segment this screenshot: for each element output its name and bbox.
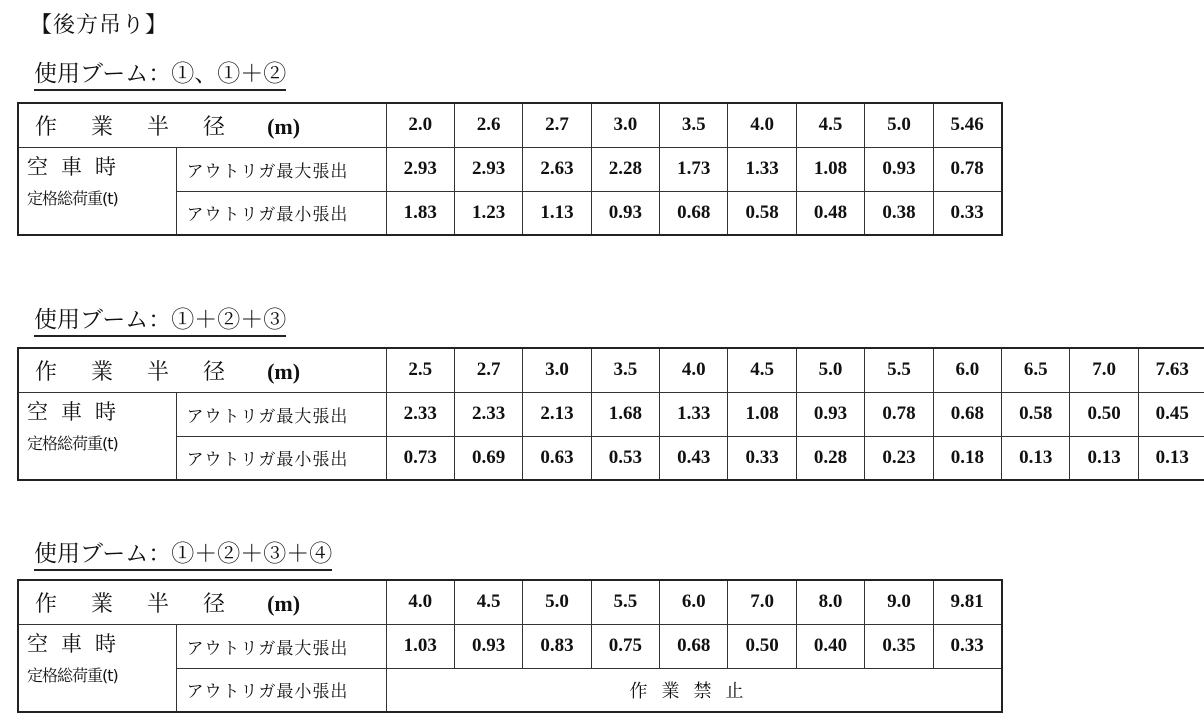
max-load-value: 1.33	[728, 147, 796, 191]
radius-value: 6.0	[660, 580, 728, 624]
max-load-value: 0.45	[1138, 392, 1204, 436]
max-outrigger-row	[18, 624, 1002, 668]
radius-value: 4.5	[454, 580, 522, 624]
radius-value: 6.0	[933, 348, 1001, 392]
min-load-value: 0.73	[386, 436, 454, 480]
max-load-value: 0.78	[865, 392, 933, 436]
radius-value: 7.0	[1070, 348, 1138, 392]
min-load-value: 0.69	[454, 436, 522, 480]
radius-value: 3.5	[591, 348, 659, 392]
min-load-value: 0.68	[660, 191, 728, 235]
max-load-value: 1.33	[660, 392, 728, 436]
max-load-value: 0.75	[591, 624, 659, 668]
radius-header	[18, 103, 386, 147]
radius-value: 2.7	[454, 348, 522, 392]
max-load-value: 0.78	[933, 147, 1001, 191]
min-outrigger-row	[18, 436, 1204, 480]
radius-value: 4.5	[728, 348, 796, 392]
radius-header-char: 作	[35, 591, 58, 617]
radius-value: 6.5	[1002, 348, 1070, 392]
radius-value: 4.0	[728, 103, 796, 147]
radius-header-char: 作	[35, 359, 58, 385]
radius-value: 4.0	[660, 348, 728, 392]
max-load-value: 2.93	[454, 147, 522, 191]
min-load-value: 0.13	[1070, 436, 1138, 480]
boom-label: 使用ブーム：①、①＋②	[34, 60, 286, 91]
radius-header-char: 作	[35, 114, 58, 140]
outrigger-min-label: アウトリガ最小張出	[176, 191, 386, 235]
radius-value: 5.5	[591, 580, 659, 624]
radius-header-char: 径	[203, 359, 226, 385]
min-load-value: 0.33	[728, 436, 796, 480]
load-table	[17, 102, 1003, 236]
rated-load-label-line2: 定格総荷重(t)	[27, 433, 118, 453]
min-load-value: 0.93	[591, 191, 659, 235]
outrigger-max-label: アウトリガ最大張出	[176, 624, 386, 668]
min-load-value: 0.38	[865, 191, 933, 235]
radius-row	[18, 103, 1002, 147]
rated-load-label-line1: 空車時	[27, 631, 129, 656]
radius-header	[18, 348, 386, 392]
rated-load-label	[18, 624, 176, 712]
min-load-value: 0.58	[728, 191, 796, 235]
min-load-value: 0.53	[591, 436, 659, 480]
min-load-value: 0.23	[865, 436, 933, 480]
radius-value: 3.5	[660, 103, 728, 147]
outrigger-min-label: アウトリガ最小張出	[176, 436, 386, 480]
radius-value: 4.0	[386, 580, 454, 624]
load-table	[17, 347, 1204, 481]
radius-header-char: 径	[203, 114, 226, 140]
max-load-value: 1.08	[728, 392, 796, 436]
radius-value: 2.6	[454, 103, 522, 147]
max-load-value: 2.13	[523, 392, 591, 436]
max-load-value: 0.83	[523, 624, 591, 668]
max-load-value: 0.93	[454, 624, 522, 668]
max-load-value: 2.28	[591, 147, 659, 191]
rated-load-label-line2: 定格総荷重(t)	[27, 665, 118, 685]
radius-header-char: 業	[91, 114, 114, 140]
radius-value: 8.0	[796, 580, 864, 624]
max-load-value: 1.03	[386, 624, 454, 668]
radius-value: 9.0	[865, 580, 933, 624]
work-prohibited-note: 作業禁止	[386, 668, 1002, 712]
outrigger-max-label: アウトリガ最大張出	[176, 147, 386, 191]
radius-value: 2.5	[386, 348, 454, 392]
max-load-value: 0.35	[865, 624, 933, 668]
min-load-value: 0.33	[933, 191, 1001, 235]
max-load-value: 2.33	[454, 392, 522, 436]
radius-value: 2.0	[386, 103, 454, 147]
max-load-value: 0.58	[1002, 392, 1070, 436]
radius-row	[18, 580, 1002, 624]
radius-value: 5.5	[865, 348, 933, 392]
radius-value: 5.0	[523, 580, 591, 624]
radius-value: 9.81	[933, 580, 1001, 624]
min-load-value: 1.13	[523, 191, 591, 235]
min-load-value: 0.13	[1002, 436, 1070, 480]
load-table	[17, 579, 1003, 713]
radius-unit: (m)	[267, 358, 301, 384]
radius-row	[18, 348, 1204, 392]
radius-unit: (m)	[267, 590, 301, 616]
max-load-value: 0.68	[933, 392, 1001, 436]
min-load-value: 0.43	[660, 436, 728, 480]
min-load-value: 0.13	[1138, 436, 1204, 480]
radius-value: 7.63	[1138, 348, 1204, 392]
max-load-value: 0.68	[660, 624, 728, 668]
min-load-value: 0.63	[523, 436, 591, 480]
max-load-value: 2.33	[386, 392, 454, 436]
outrigger-min-label: アウトリガ最小張出	[176, 668, 386, 712]
max-load-value: 1.73	[660, 147, 728, 191]
rated-load-label-line1: 空車時	[27, 399, 129, 424]
radius-header-char: 半	[147, 591, 170, 617]
radius-header-label	[35, 360, 259, 385]
radius-value: 4.5	[796, 103, 864, 147]
max-load-value: 0.50	[1070, 392, 1138, 436]
max-load-value: 0.40	[796, 624, 864, 668]
radius-value: 2.7	[523, 103, 591, 147]
radius-value: 5.0	[865, 103, 933, 147]
outrigger-max-label: アウトリガ最大張出	[176, 392, 386, 436]
radius-header-char: 業	[91, 591, 114, 617]
max-load-value: 1.68	[591, 392, 659, 436]
radius-value: 3.0	[523, 348, 591, 392]
min-load-value: 1.83	[386, 191, 454, 235]
radius-header-label	[35, 592, 259, 617]
radius-header-char: 半	[147, 114, 170, 140]
min-load-value: 0.18	[933, 436, 1001, 480]
rated-load-label-line1: 空車時	[27, 154, 129, 179]
rated-load-label	[18, 147, 176, 235]
radius-value: 5.46	[933, 103, 1001, 147]
rated-load-label	[18, 392, 176, 480]
radius-header-char: 業	[91, 359, 114, 385]
radius-unit: (m)	[267, 113, 301, 139]
radius-header	[18, 580, 386, 624]
min-load-value: 0.48	[796, 191, 864, 235]
min-load-value: 0.28	[796, 436, 864, 480]
min-load-value: 1.23	[454, 191, 522, 235]
max-load-value: 0.33	[933, 624, 1001, 668]
max-load-value: 0.93	[796, 392, 864, 436]
max-load-value: 1.08	[796, 147, 864, 191]
max-load-value: 2.63	[523, 147, 591, 191]
max-load-value: 0.50	[728, 624, 796, 668]
max-load-value: 2.93	[386, 147, 454, 191]
page-title: 【後方吊り】	[30, 13, 169, 38]
radius-value: 7.0	[728, 580, 796, 624]
radius-header-label	[35, 115, 259, 140]
max-load-value: 0.93	[865, 147, 933, 191]
boom-label: 使用ブーム：①＋②＋③	[34, 306, 286, 337]
radius-value: 3.0	[591, 103, 659, 147]
boom-label: 使用ブーム：①＋②＋③＋④	[34, 540, 332, 571]
radius-value: 5.0	[796, 348, 864, 392]
max-outrigger-row	[18, 392, 1204, 436]
rated-load-label-line2: 定格総荷重(t)	[27, 188, 118, 208]
radius-header-char: 径	[203, 591, 226, 617]
radius-header-char: 半	[147, 359, 170, 385]
max-outrigger-row	[18, 147, 1002, 191]
